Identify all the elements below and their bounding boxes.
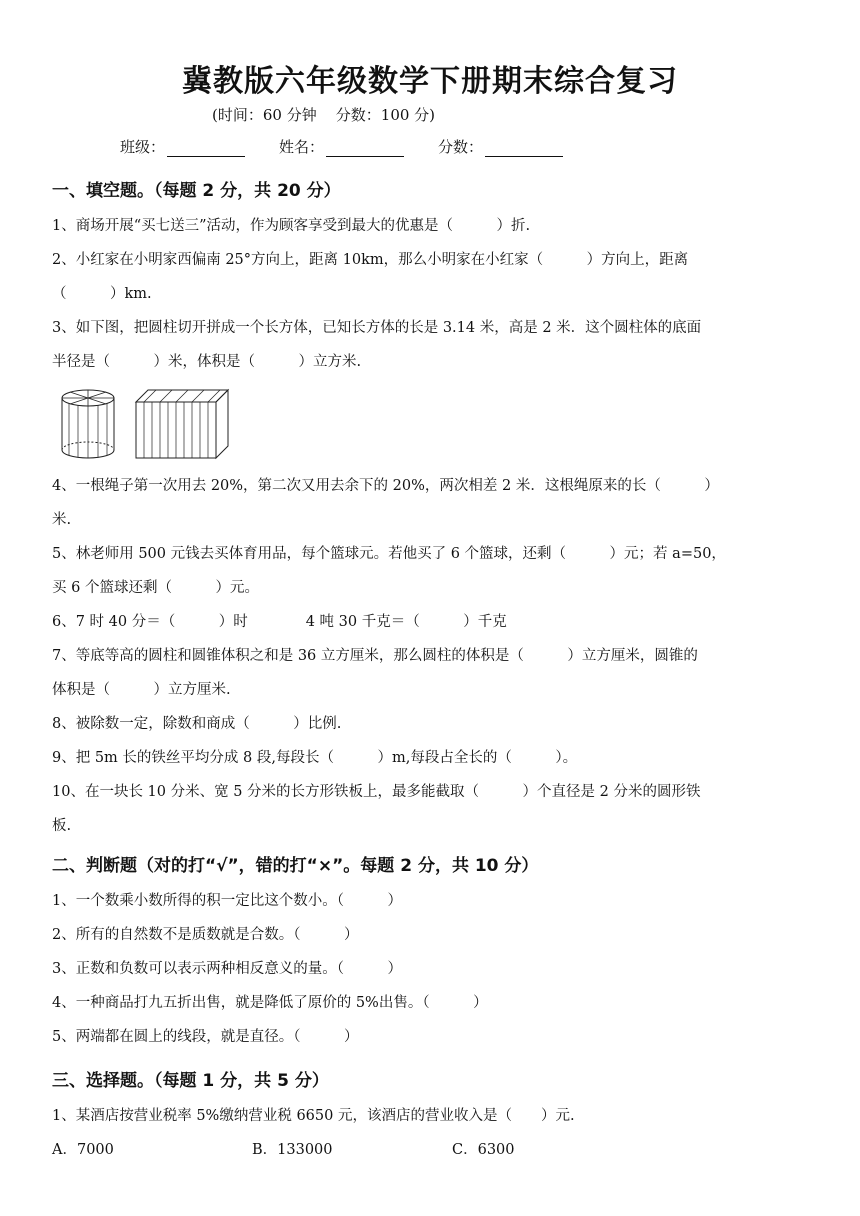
exam-subtitle: (时间：60 分钟 分数：100 分) <box>212 106 436 124</box>
question-1-2-line1: 2、小红家在小明家西偏南 25°方向上，距离 10km，那么小明家在小红家（ ）方向上，距离 <box>52 252 689 268</box>
question-2-4: 4、一种商品打九五折出售，就是降低了原价的 5%出售。（ ） <box>52 995 488 1011</box>
name-blank[interactable] <box>326 140 404 157</box>
question-1-6: 6、7 时 40 分＝（ ）时 4 吨 30 千克＝（ ）千克 <box>52 614 507 630</box>
question-1-10-line1: 10、在一块长 10 分米、宽 5 分米的长方形铁板上，最多能截取（ ）个直径是 2 分米的圆形铁 <box>52 784 701 800</box>
question-2-3: 3、正数和负数可以表示两种相反意义的量。（ ） <box>52 961 402 977</box>
option-b[interactable]: B．133000 <box>252 1142 333 1158</box>
question-1-2-line2: （ ）km. <box>52 286 152 302</box>
question-1-1: 1、商场开展“买七送三”活动，作为顾客享受到最大的优惠是（ ）折. <box>52 218 531 234</box>
question-1-10-line2: 板. <box>52 818 72 834</box>
student-info <box>120 136 563 157</box>
section3-questions <box>52 1099 810 1133</box>
name-label: 姓名： <box>279 138 325 156</box>
question-1-5-line2: 买 6 个篮球还剩（ ）元。 <box>52 580 259 596</box>
section1-questions-b <box>52 469 810 843</box>
class-label: 班级： <box>120 138 166 156</box>
question-1-4-line1: 4、一根绳子第一次用去 20%，第二次又用去余下的 20%，两次相差 2 米．这根绳原来的长（ ） <box>52 478 719 494</box>
prism-figure <box>132 386 232 462</box>
question-1-5-line1: 5、林老师用 500 元钱去买体育用品，每个篮球元。若他买了 6 个篮球，还剩（ ）元；若 a=50， <box>52 546 726 562</box>
class-field <box>120 136 245 157</box>
class-blank[interactable] <box>167 140 245 157</box>
question-3-1: 1、某酒店按营业税率 5%缴纳营业税 6650 元，该酒店的营业收入是（ ）元. <box>52 1108 575 1124</box>
question-1-3-line2: 半径是（ ）米，体积是（ ）立方米. <box>52 354 362 370</box>
question-1-7-line2: 体积是（ ）立方厘米. <box>52 682 231 698</box>
name-field <box>279 136 404 157</box>
question-1-4-line2: 米. <box>52 512 72 528</box>
section1-questions-a <box>52 209 810 379</box>
cylinder-figure <box>58 388 118 460</box>
section1-heading: 一、填空题。（每题 2 分，共 20 分） <box>52 181 341 201</box>
score-label: 分数： <box>438 138 484 156</box>
question-2-5: 5、两端都在圆上的线段，就是直径。（ ） <box>52 1029 359 1045</box>
question-2-2: 2、所有的自然数不是质数就是合数。（ ） <box>52 927 359 943</box>
section2-heading: 二、判断题（对的打“√”，错的打“×”。每题 2 分，共 10 分） <box>52 856 539 876</box>
question-2-1: 1、一个数乘小数所得的积一定比这个数小。（ ） <box>52 893 402 909</box>
question-1-7-line1: 7、等底等高的圆柱和圆锥体积之和是 36 立方厘米，那么圆柱的体积是（ ）立方厘米，圆锥的 <box>52 648 698 664</box>
option-c[interactable]: C．6300 <box>452 1142 515 1158</box>
option-a[interactable]: A．7000 <box>52 1142 114 1158</box>
score-field <box>438 136 563 157</box>
score-blank[interactable] <box>485 140 563 157</box>
page-title: 冀教版六年级数学下册期末综合复习 <box>182 64 678 99</box>
question-1-9: 9、把 5m 长的铁丝平均分成 8 段,每段长（ ）m,每段占全长的（ ）。 <box>52 750 578 766</box>
question-1-8: 8、被除数一定，除数和商成（ ）比例. <box>52 716 342 732</box>
section2-questions <box>52 884 810 1054</box>
section3-heading: 三、选择题。（每题 1 分，共 5 分） <box>52 1071 329 1091</box>
question-1-3-line1: 3、如下图，把圆柱切开拼成一个长方体，已知长方体的长是 3.14 米，高是 2 米．这个圆柱体的底面 <box>52 320 702 336</box>
